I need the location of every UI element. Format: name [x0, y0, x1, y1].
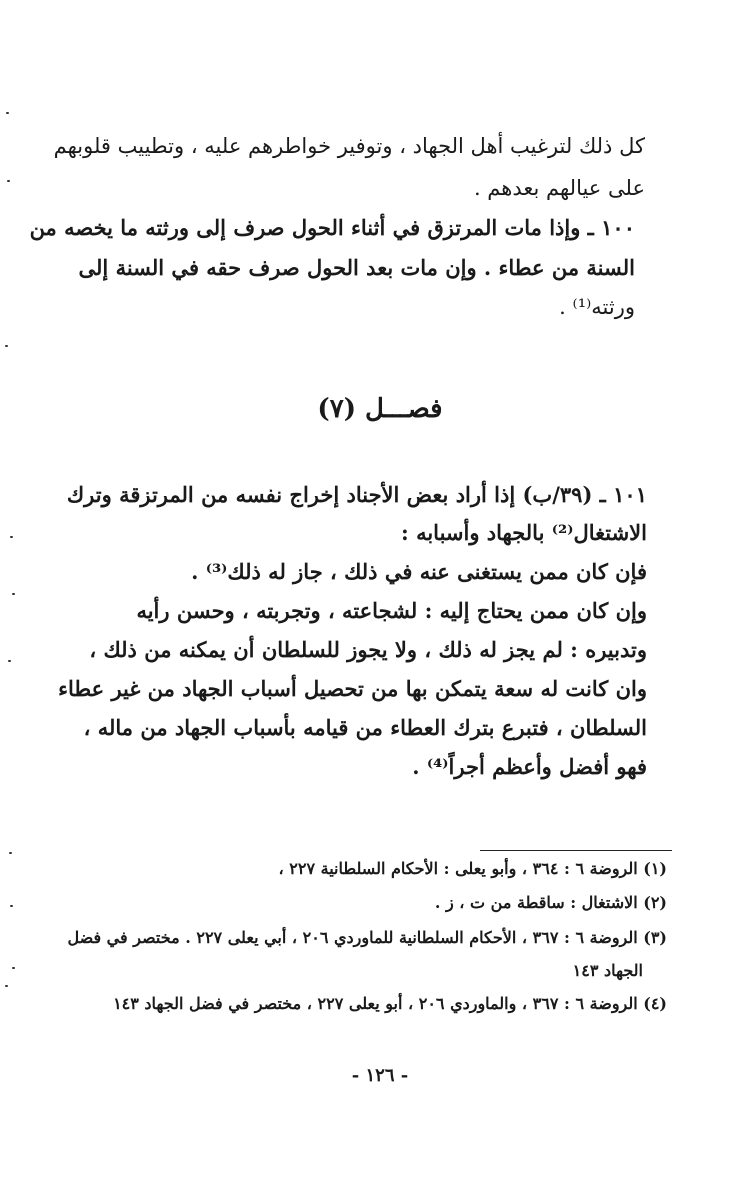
scan-speck — [5, 985, 8, 987]
item-101-line-3: فإن كان ممن يستغنى عنه في ذلك ، جاز له ذلك⁽³⁾ . — [191, 559, 647, 584]
scan-speck — [10, 905, 13, 907]
intro-line-2: على عيالهم بعدهم . — [473, 176, 645, 200]
item-101-line-7: السلطان ، فتبرع بترك العطاء من قيامه بأسباب الجهاد من ماله ، — [83, 715, 647, 740]
section-heading: فصـــل (٧) — [317, 394, 443, 424]
footnote-separator — [480, 850, 672, 851]
item-100-line-1: ١٠٠ ـ وإذا مات المرتزق في أثناء الحول صرف إلى ورثته ما يخصه من — [29, 215, 635, 240]
item-101-line-4: وإن كان ممن يحتاج إليه : لشجاعته ، وتجربته ، وحسن رأيه — [136, 598, 647, 623]
scan-speck — [5, 345, 8, 347]
footnote-3-continuation: الجهاد ١٤٣ — [572, 961, 643, 980]
scan-speck — [8, 660, 11, 662]
scan-speck — [6, 112, 9, 114]
item-101-line-2: الاشتغال⁽²⁾ بالجهاد وأسبابه : — [401, 520, 647, 545]
footnote-3: (٣) الروضة ٦ : ٣٦٧ ، الأحكام السلطانية للماوردي ٢٠٦ ، أبي يعلى ٢٢٧ . مختصر في فضل — [67, 928, 667, 947]
footnote-2: (٢) الاشتغال : ساقطة من ت ، ز . — [434, 893, 667, 912]
scan-speck — [7, 180, 10, 182]
intro-line-1: كل ذلك لترغيب أهل الجهاد ، وتوفير خواطرهم عليه ، وتطييب قلوبهم — [53, 134, 645, 158]
item-101-line-1: ١٠١ ـ (٣٩/ب) إذا أراد بعض الأجناد إخراج نفسه من المرتزقة وترك — [66, 482, 647, 507]
scan-speck — [12, 967, 15, 969]
scan-speck — [9, 852, 12, 854]
page-number: - ١٢٦ - — [351, 1065, 409, 1086]
footnote-4: (٤) الروضة ٦ : ٣٦٧ ، والماوردي ٢٠٦ ، أبو يعلى ٢٢٧ ، مختصر في فضل الجهاد ١٤٣ — [113, 994, 667, 1013]
item-100-line-3: ورثته⁽¹⁾ . — [559, 295, 635, 319]
footnote-1: (١) الروضة ٦ : ٣٦٤ ، وأبو يعلى : الأحكام السلطانية ٢٢٧ ، — [278, 859, 667, 878]
scan-speck — [10, 536, 13, 538]
scan-speck — [12, 593, 15, 595]
item-100-line-2: السنة من عطاء . وإن مات بعد الحول صرف حقه في السنة إلى — [78, 255, 635, 280]
item-101-line-8: فهو أفضل وأعظم أجراً⁽⁴⁾ . — [412, 754, 647, 779]
item-101-line-5: وتدبيره : لم يجز له ذلك ، ولا يجوز للسلطان أن يمكنه من ذلك ، — [89, 637, 647, 662]
item-101-line-6: وان كانت له سعة يتمكن بها من تحصيل أسباب الجهاد من غير عطاء — [58, 676, 647, 701]
